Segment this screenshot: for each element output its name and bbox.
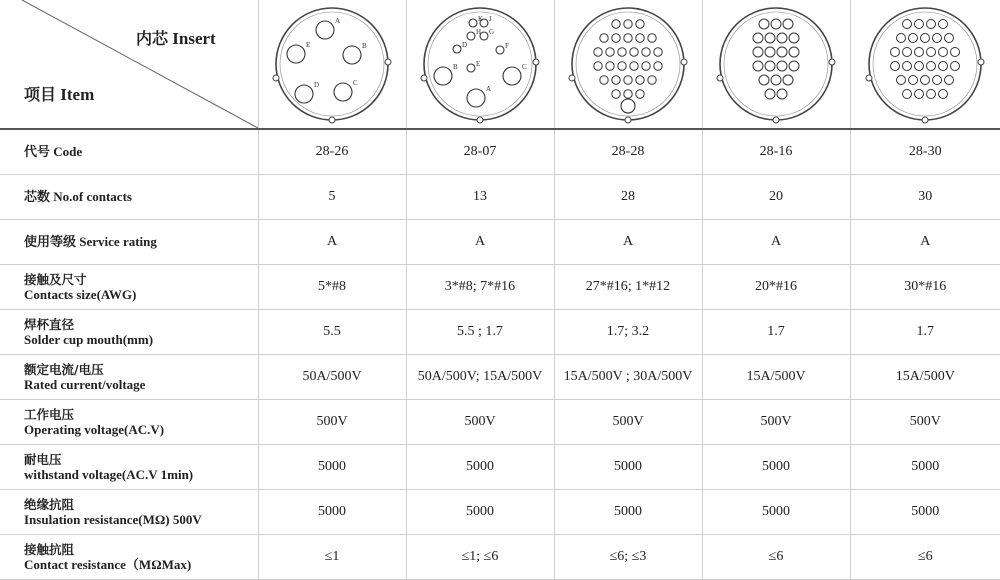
contact-pin xyxy=(939,48,948,57)
key-tab xyxy=(385,59,391,65)
contact-pin xyxy=(765,33,775,43)
insert-face-28-30 xyxy=(850,0,1000,129)
row-label-zh: 绝缘抗阻 xyxy=(24,497,75,512)
contact-pin xyxy=(612,76,620,84)
key-tab xyxy=(329,117,335,123)
pin-label: A xyxy=(486,85,492,93)
table-cell: A xyxy=(406,220,554,265)
contact-pin xyxy=(624,76,632,84)
table-cell: A xyxy=(702,220,850,265)
outer-ring xyxy=(572,8,684,120)
contact-pin xyxy=(927,20,936,29)
pin-label: B xyxy=(362,42,367,50)
table-cell: 500V xyxy=(554,400,702,445)
contact-pin xyxy=(777,61,787,71)
row-label-zh: 工作电压 xyxy=(24,407,75,422)
insert-face-28-16 xyxy=(702,0,850,129)
contact-pin xyxy=(915,48,924,57)
contact-pin xyxy=(789,47,799,57)
header-corner xyxy=(0,0,258,129)
pin-label: H xyxy=(476,28,482,36)
contact-pin xyxy=(921,76,930,85)
row-label xyxy=(0,490,258,535)
contact-pin xyxy=(783,19,793,29)
pin-label: B xyxy=(453,63,458,71)
contact-pin xyxy=(939,90,948,99)
pin-label: G xyxy=(489,28,495,36)
contact-pin xyxy=(765,89,775,99)
outer-ring xyxy=(869,8,981,120)
contact-pin xyxy=(777,89,787,99)
contact-pin xyxy=(765,61,775,71)
contact-pin xyxy=(903,48,912,57)
contact-pin xyxy=(891,62,900,71)
contact-pin xyxy=(480,19,488,27)
row-label xyxy=(0,265,258,310)
inner-ring xyxy=(873,12,977,116)
table-cell: A xyxy=(258,220,406,265)
contact-pin xyxy=(630,62,638,70)
pin-label: C xyxy=(353,79,358,87)
table-row xyxy=(0,445,1000,490)
contact-pin xyxy=(945,76,954,85)
table-cell: 5000 xyxy=(406,490,554,535)
row-label-zh: 芯数 xyxy=(24,190,51,205)
table-cell: 20*#16 xyxy=(702,265,850,310)
key-tab xyxy=(569,75,575,81)
row-label-zh: 接触及尺寸 xyxy=(24,272,87,287)
table-cell: 50A/500V; 15A/500V xyxy=(406,355,554,400)
table-cell: ≤1; ≤6 xyxy=(406,535,554,580)
row-label xyxy=(0,445,258,490)
table-row xyxy=(0,355,1000,400)
table-cell: 5000 xyxy=(406,445,554,490)
key-tab xyxy=(922,117,928,123)
key-tab xyxy=(625,117,631,123)
contact-pin xyxy=(630,48,638,56)
contact-pin xyxy=(777,47,787,57)
table-cell: 500V xyxy=(702,400,850,445)
spec-rows xyxy=(0,129,1000,580)
row-label xyxy=(0,129,258,175)
pin-label: F xyxy=(505,42,509,50)
table-cell: 28-26 xyxy=(258,129,406,175)
contact-pin xyxy=(903,62,912,71)
row-label-en: Service rating xyxy=(79,234,157,249)
table-row xyxy=(0,175,1000,220)
pin-label: E xyxy=(306,41,311,49)
contact-pin xyxy=(453,45,461,53)
row-label-en: Insulation resistance(MΩ) 500V xyxy=(24,512,202,527)
key-tab xyxy=(533,59,539,65)
table-cell: 5000 xyxy=(258,445,406,490)
table-cell: 30 xyxy=(850,175,1000,220)
table-cell: 3*#8; 7*#16 xyxy=(406,265,554,310)
contact-pin xyxy=(612,90,620,98)
table-cell: A xyxy=(554,220,702,265)
row-label-zh: 耐电压 xyxy=(24,452,62,467)
contact-pin xyxy=(624,20,632,28)
row-label-en: Contacts size(AWG) xyxy=(24,287,137,302)
key-tab xyxy=(866,75,872,81)
row-label-zh: 使用等级 xyxy=(24,235,77,250)
contact-pin xyxy=(618,48,626,56)
contact-pin xyxy=(951,48,960,57)
row-label-en: Code xyxy=(53,144,83,159)
row-label xyxy=(0,400,258,445)
pin-label: E xyxy=(476,60,481,68)
contact-pin xyxy=(621,99,635,113)
table-cell: 5000 xyxy=(850,445,1000,490)
contact-pin xyxy=(909,34,918,43)
key-tab xyxy=(717,75,723,81)
contact-pin xyxy=(467,32,475,40)
key-tab xyxy=(477,117,483,123)
table-cell: 28-16 xyxy=(702,129,850,175)
connector-face-diagram xyxy=(564,2,692,126)
contact-pin xyxy=(915,90,924,99)
connector-face-diagram xyxy=(268,2,396,126)
contact-pin xyxy=(636,20,644,28)
contact-pin xyxy=(939,62,948,71)
table-cell: 28 xyxy=(554,175,702,220)
contact-pin xyxy=(897,76,906,85)
row-label xyxy=(0,535,258,580)
row-label xyxy=(0,310,258,355)
contact-pin xyxy=(927,62,936,71)
contact-pin xyxy=(777,33,787,43)
contact-pin xyxy=(654,48,662,56)
pin-label: K xyxy=(478,15,484,23)
row-label-zh: 焊杯直径 xyxy=(24,317,75,332)
insert-face-28-28 xyxy=(554,0,702,129)
contact-pin xyxy=(618,62,626,70)
table-cell: 1.7 xyxy=(850,310,1000,355)
contact-pin xyxy=(594,48,602,56)
table-row xyxy=(0,535,1000,580)
row-label-zh: 代号 xyxy=(24,145,51,160)
contact-pin xyxy=(753,33,763,43)
table-cell: A xyxy=(850,220,1000,265)
inner-ring xyxy=(280,12,384,116)
row-label-en: No.of contacts xyxy=(53,189,132,204)
contact-pin xyxy=(654,62,662,70)
contact-pin xyxy=(933,34,942,43)
pin-label: D xyxy=(462,41,468,49)
contact-pin xyxy=(915,62,924,71)
table-cell: 50A/500V xyxy=(258,355,406,400)
connector-face-diagram xyxy=(416,2,544,126)
table-cell: 5000 xyxy=(702,445,850,490)
table-cell: 28-07 xyxy=(406,129,554,175)
table-cell: 20 xyxy=(702,175,850,220)
key-tab xyxy=(773,117,779,123)
contact-pin xyxy=(909,76,918,85)
table-cell: 5000 xyxy=(702,490,850,535)
table-cell: 13 xyxy=(406,175,554,220)
insert-header: 内芯 Insert xyxy=(136,29,216,48)
row-label xyxy=(0,175,258,220)
contact-pin xyxy=(334,83,352,101)
contact-pin xyxy=(771,75,781,85)
connector-face-diagram xyxy=(712,2,840,126)
table-row xyxy=(0,265,1000,310)
table-cell: 5000 xyxy=(850,490,1000,535)
contact-pin xyxy=(343,46,361,64)
contact-pin xyxy=(783,75,793,85)
table-cell: ≤6 xyxy=(850,535,1000,580)
table-cell: 5000 xyxy=(258,490,406,535)
key-tab xyxy=(273,75,279,81)
contact-pin xyxy=(903,90,912,99)
contact-pin xyxy=(765,47,775,57)
key-tab xyxy=(421,75,427,81)
contact-pin xyxy=(903,20,912,29)
contact-pin xyxy=(624,90,632,98)
inner-ring xyxy=(724,12,828,116)
row-label-en: Contact resistance（MΩMax) xyxy=(24,557,192,572)
key-tab xyxy=(829,59,835,65)
contact-pin xyxy=(927,90,936,99)
connector-face-diagram xyxy=(861,2,989,126)
contact-pin xyxy=(600,76,608,84)
table-cell: 27*#16; 1*#12 xyxy=(554,265,702,310)
table-cell: 15A/500V xyxy=(850,355,1000,400)
table-cell: 28-28 xyxy=(554,129,702,175)
contact-pin xyxy=(897,34,906,43)
contact-pin xyxy=(753,47,763,57)
pin-label: D xyxy=(314,81,320,89)
table-cell: ≤6 xyxy=(702,535,850,580)
contact-pin xyxy=(612,34,620,42)
table-row xyxy=(0,220,1000,265)
contact-pin xyxy=(648,76,656,84)
contact-pin xyxy=(771,19,781,29)
contact-pin xyxy=(467,64,475,72)
table-cell: 500V xyxy=(850,400,1000,445)
contact-pin xyxy=(469,19,477,27)
contact-pin xyxy=(606,48,614,56)
table-cell: ≤1 xyxy=(258,535,406,580)
table-cell: 500V xyxy=(406,400,554,445)
contact-pin xyxy=(316,21,334,39)
table-cell: 5.5 ; 1.7 xyxy=(406,310,554,355)
pin-label: J xyxy=(489,15,492,23)
pin-label: A xyxy=(335,17,341,25)
table-cell: 5.5 xyxy=(258,310,406,355)
contact-pin xyxy=(636,90,644,98)
contact-pin xyxy=(759,19,769,29)
outer-ring xyxy=(720,8,832,120)
item-header: 项目 Item xyxy=(24,85,95,104)
contact-pin xyxy=(759,75,769,85)
table-cell: 15A/500V xyxy=(702,355,850,400)
inner-ring xyxy=(576,12,680,116)
contact-pin xyxy=(753,61,763,71)
table-cell: 15A/500V ; 30A/500V xyxy=(554,355,702,400)
contact-pin xyxy=(915,20,924,29)
table-row xyxy=(0,310,1000,355)
table-row xyxy=(0,129,1000,175)
table-cell: 30*#16 xyxy=(850,265,1000,310)
contact-pin xyxy=(434,67,452,85)
key-tab xyxy=(978,59,984,65)
table-row xyxy=(0,490,1000,535)
contact-pin xyxy=(467,89,485,107)
row-label-zh: 接触抗阻 xyxy=(24,542,75,557)
row-label xyxy=(0,355,258,400)
contact-pin xyxy=(594,62,602,70)
table-cell: 1.7 xyxy=(702,310,850,355)
insert-face-28-07 xyxy=(406,0,554,129)
table-row xyxy=(0,400,1000,445)
table-cell: 28-30 xyxy=(850,129,1000,175)
contact-pin xyxy=(496,46,504,54)
row-label-en: Solder cup mouth(mm) xyxy=(24,332,154,347)
contact-pin xyxy=(939,20,948,29)
contact-pin xyxy=(789,61,799,71)
row-label xyxy=(0,220,258,265)
table-cell: ≤6; ≤3 xyxy=(554,535,702,580)
table-cell: 5 xyxy=(258,175,406,220)
key-tab xyxy=(681,59,687,65)
contact-pin xyxy=(789,33,799,43)
table-cell: 5000 xyxy=(554,445,702,490)
contact-pin xyxy=(921,34,930,43)
row-label-en: Operating voltage(AC.V) xyxy=(24,422,165,437)
contact-pin xyxy=(606,62,614,70)
contact-pin xyxy=(951,62,960,71)
contact-pin xyxy=(295,85,313,103)
table-cell: 500V xyxy=(258,400,406,445)
table-cell: 5000 xyxy=(554,490,702,535)
contact-pin xyxy=(642,62,650,70)
contact-pin xyxy=(503,67,521,85)
row-label-en: Rated current/voltage xyxy=(24,377,146,392)
pin-label: C xyxy=(522,63,527,71)
contact-pin xyxy=(612,20,620,28)
contact-pin xyxy=(636,34,644,42)
insert-face-28-26 xyxy=(258,0,406,129)
row-label-zh: 额定电流/电压 xyxy=(24,362,104,377)
diagonal-divider xyxy=(0,0,258,128)
contact-pin xyxy=(624,34,632,42)
table-cell: 1.7; 3.2 xyxy=(554,310,702,355)
row-label-en: withstand voltage(AC.V 1min) xyxy=(24,467,194,482)
contact-pin xyxy=(480,32,488,40)
contact-pin xyxy=(636,76,644,84)
contact-pin xyxy=(287,45,305,63)
contact-pin xyxy=(945,34,954,43)
contact-pin xyxy=(642,48,650,56)
contact-pin xyxy=(927,48,936,57)
table-cell: 5*#8 xyxy=(258,265,406,310)
contact-pin xyxy=(648,34,656,42)
contact-pin xyxy=(933,76,942,85)
contact-pin xyxy=(600,34,608,42)
contact-pin xyxy=(891,48,900,57)
